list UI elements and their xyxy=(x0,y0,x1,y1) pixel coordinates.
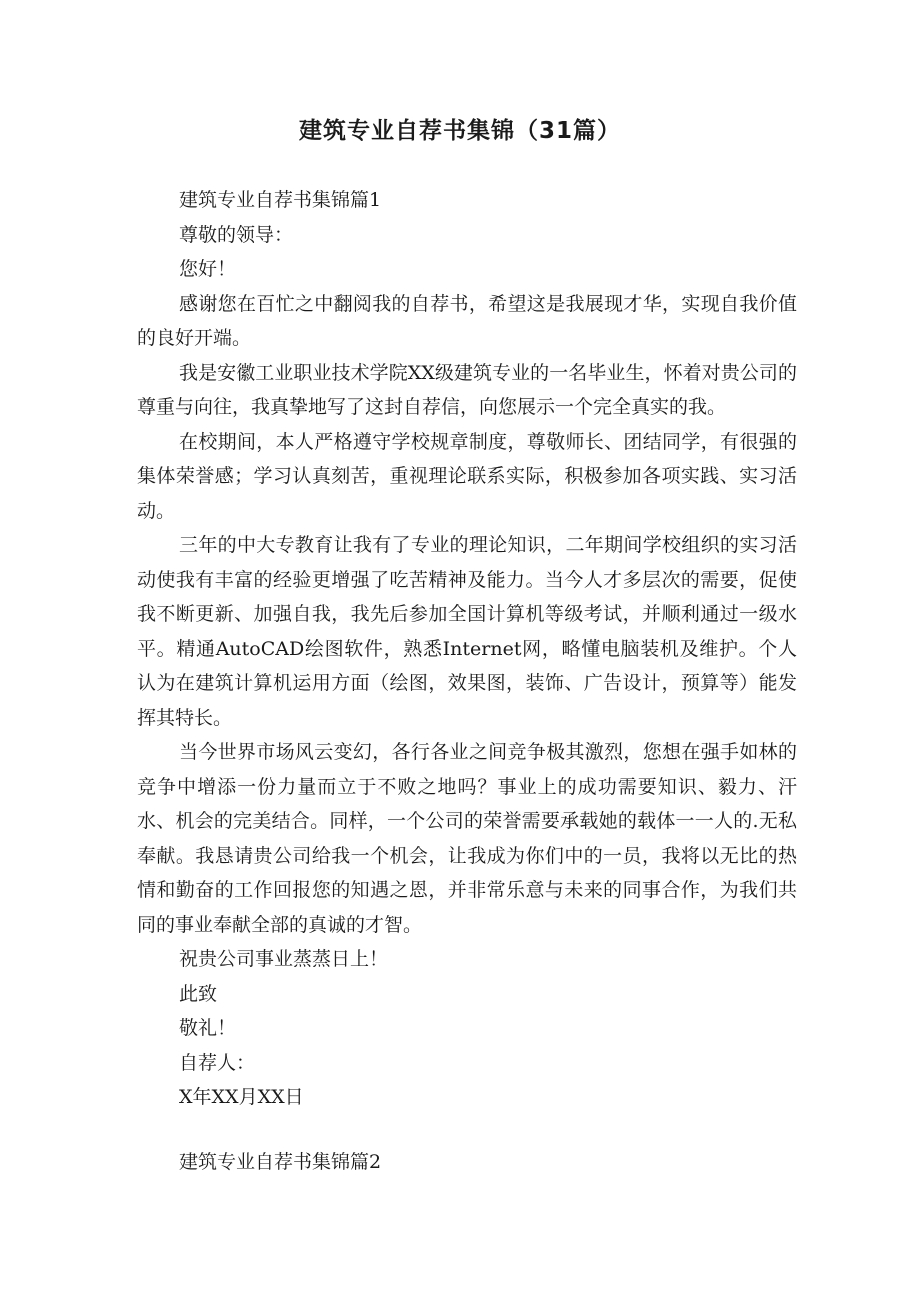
section-heading-1: 建筑专业自荐书集锦篇1 xyxy=(179,189,382,211)
closing-line: 此致 xyxy=(179,982,218,1005)
section-heading-2: 建筑专业自荐书集锦篇2 xyxy=(179,1150,382,1173)
body-paragraph: 当今世界市场风云变幻，各行各业之间竞争极其激烈，您想在强手如林的竞争中增添一份力量而立于不败之地吗？事业上的成功需要知识、毅力、汗水、机会的完美结合。同样，一个公司的荣誉需要承载她的载体一一人的.无私奉献。我恳请贵公司给我一个机会，让我成为你们中的一员，我将以无比的热情和勤奋的工作回报您的知遇之恩，并非常乐意与未来的同事合作，为我们共同的事业奉献全部的真诚的才智。 xyxy=(137,741,797,936)
document-title: 建筑专业自荐书集锦（31篇） xyxy=(298,118,621,144)
document-body xyxy=(137,183,797,1179)
salutation: 尊敬的领导： xyxy=(179,223,294,246)
body-paragraph: 我是安徽工业职业技术学院XX级建筑专业的一名毕业生，怀着对贵公司的尊重与向往，我真挚地写了这封自荐信，向您展示一个完全真实的我。 xyxy=(137,361,797,418)
body-paragraph: 三年的中大专教育让我有了专业的理论知识，二年期间学校组织的实习活动使我有丰富的经验更增强了吃苦精神及能力。当今人才多层次的需要，促使我不断更新、加强自我，我先后参加全国计算机等级考试，并顺利通过一级水平。精通AutoCAD绘图软件，熟悉Internet网，略懂电脑装机及维护。个人认为在建筑计算机运用方面（绘图，效果图，装饰、广告设计，预算等）能发挥其特长。 xyxy=(137,534,797,729)
greeting: 您好！ xyxy=(179,258,237,280)
body-paragraph: 感谢您在百忙之中翻阅我的自荐书，希望这是我展现才华，实现自我价值的良好开端。 xyxy=(137,292,797,349)
signature-label: 自荐人： xyxy=(179,1051,256,1074)
date-line: X年XX月XX日 xyxy=(179,1086,304,1108)
body-paragraph: 在校期间，本人严格遵守学校规章制度，尊敬师长、团结同学，有很强的集体荣誉感；学习认真刻苦，重视理论联系实际，积极参加各项实践、实习活动。 xyxy=(137,430,797,522)
wish-line: 祝贵公司事业蒸蒸日上！ xyxy=(179,948,389,970)
closing-salute: 敬礼！ xyxy=(179,1017,237,1039)
